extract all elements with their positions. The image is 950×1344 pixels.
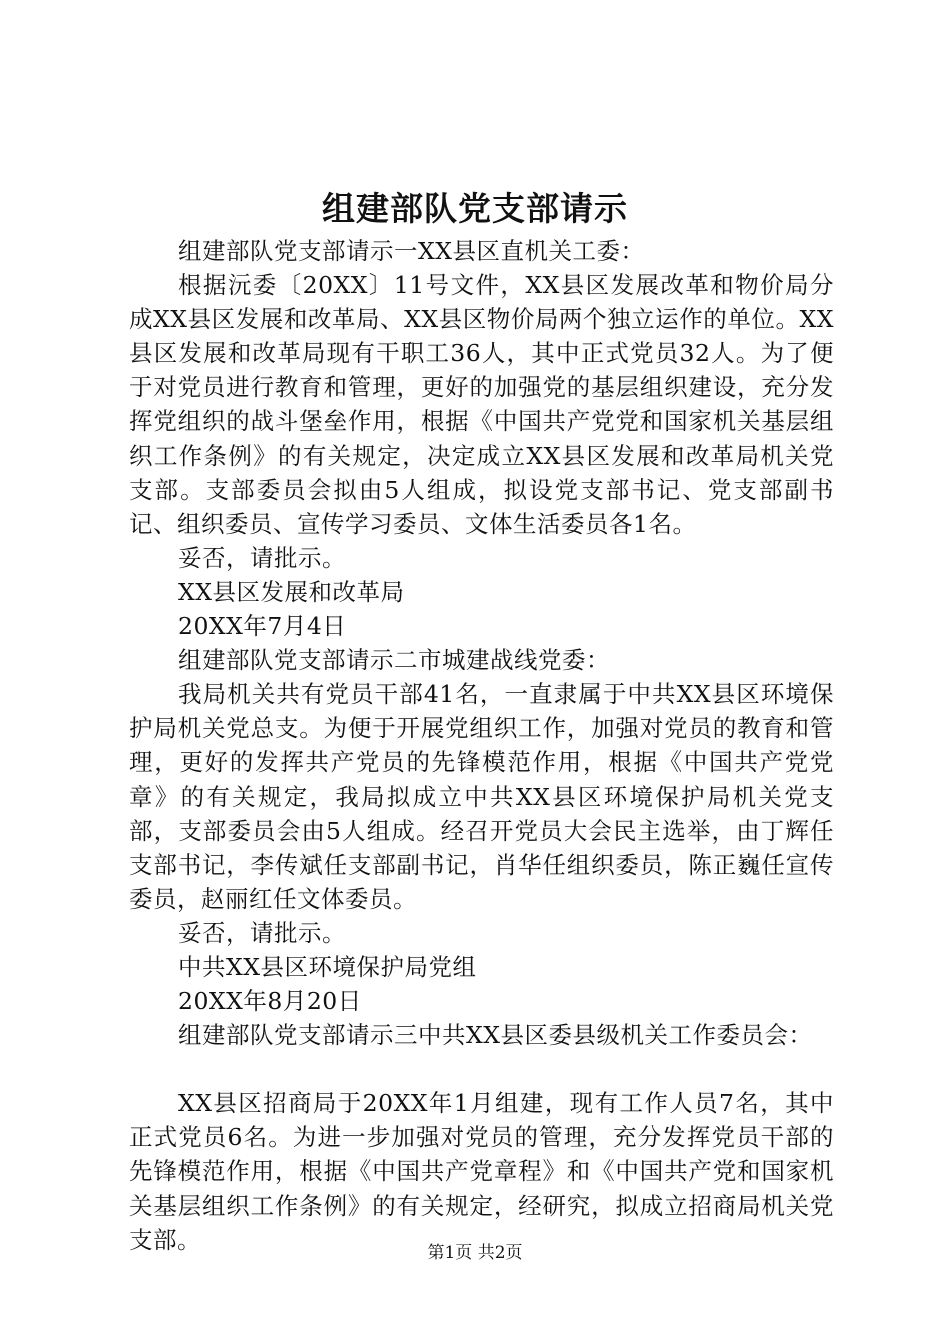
paragraph-body-1: 根据沅委〔20XX〕11号文件，XX县区发展改革和物价局分成XX县区发展和改革局、XX县区物价局两个独立运作的单位。XX县区发展和改革局现有干职工36人，其中正式党员32人。为了便于对党员进行教育和管理，更好的加强党的基层组织建设，充分发挥党组织的战斗堡垒作用，根据《中国共产党党和国家机关基层组织工作条例》的有关规定，决定成立XX县区发展和改革局机关党支部。支部委员会拟由5人组成，拟设党支部书记、党支部副书记、组织委员、宣传学习委员、文体生活委员各1名。 [129, 271, 834, 538]
paragraph-signature-2: 中共XX县区环境保护局党组 [178, 952, 477, 981]
paragraph-addressee-2: 组建部队党支部请示二市城建战线党委： [178, 646, 610, 675]
paragraph-body-2: 我局机关共有党员干部41名，一直隶属于中共XX县区环境保护局机关党总支。为便于开展党组织工作，加强对党员的教育和管理，更好的发挥共产党员的先锋模范作用，根据《中国共产党党章》的有关规定，我局拟成立中共XX县区环境保护局机关党支部，支部委员会由5人组成。经召开党员大会民主选举，由丁辉任支部书记，李传斌任支部副书记，肖华任组织委员，陈正巍任宣传委员，赵丽红任文体委员。 [129, 680, 834, 913]
paragraph-request-1: 妥否，请批示。 [178, 543, 346, 572]
paragraph-signature-1: XX县区发展和改革局 [178, 577, 405, 606]
paragraph-request-2: 妥否，请批示。 [178, 918, 346, 947]
paragraph-date-2: 20XX年8月20日 [178, 987, 362, 1016]
paragraph-addressee-1: 组建部队党支部请示一XX县区直机关工委： [178, 237, 645, 265]
paragraph-date-1: 20XX年7月4日 [178, 612, 347, 641]
document-title: 组建部队党支部请示 [322, 189, 628, 228]
document-body [129, 234, 834, 1257]
paragraph-addressee-3: 组建部队党支部请示三中共XX县区委县级机关工作委员会： [178, 1021, 813, 1050]
paragraph-body-3: XX县区招商局于20XX年1月组建，现有工作人员7名，其中正式党员6名。为进一步加强对党员的管理，充分发挥党员干部的先锋模范作用，根据《中国共产党章程》和《中国共产党和国家机关基层组织工作条例》的有关规定，经研究，拟成立招商局机关党支部。 [129, 1089, 834, 1254]
page-footer: 第1页 共2页 [427, 1243, 523, 1263]
